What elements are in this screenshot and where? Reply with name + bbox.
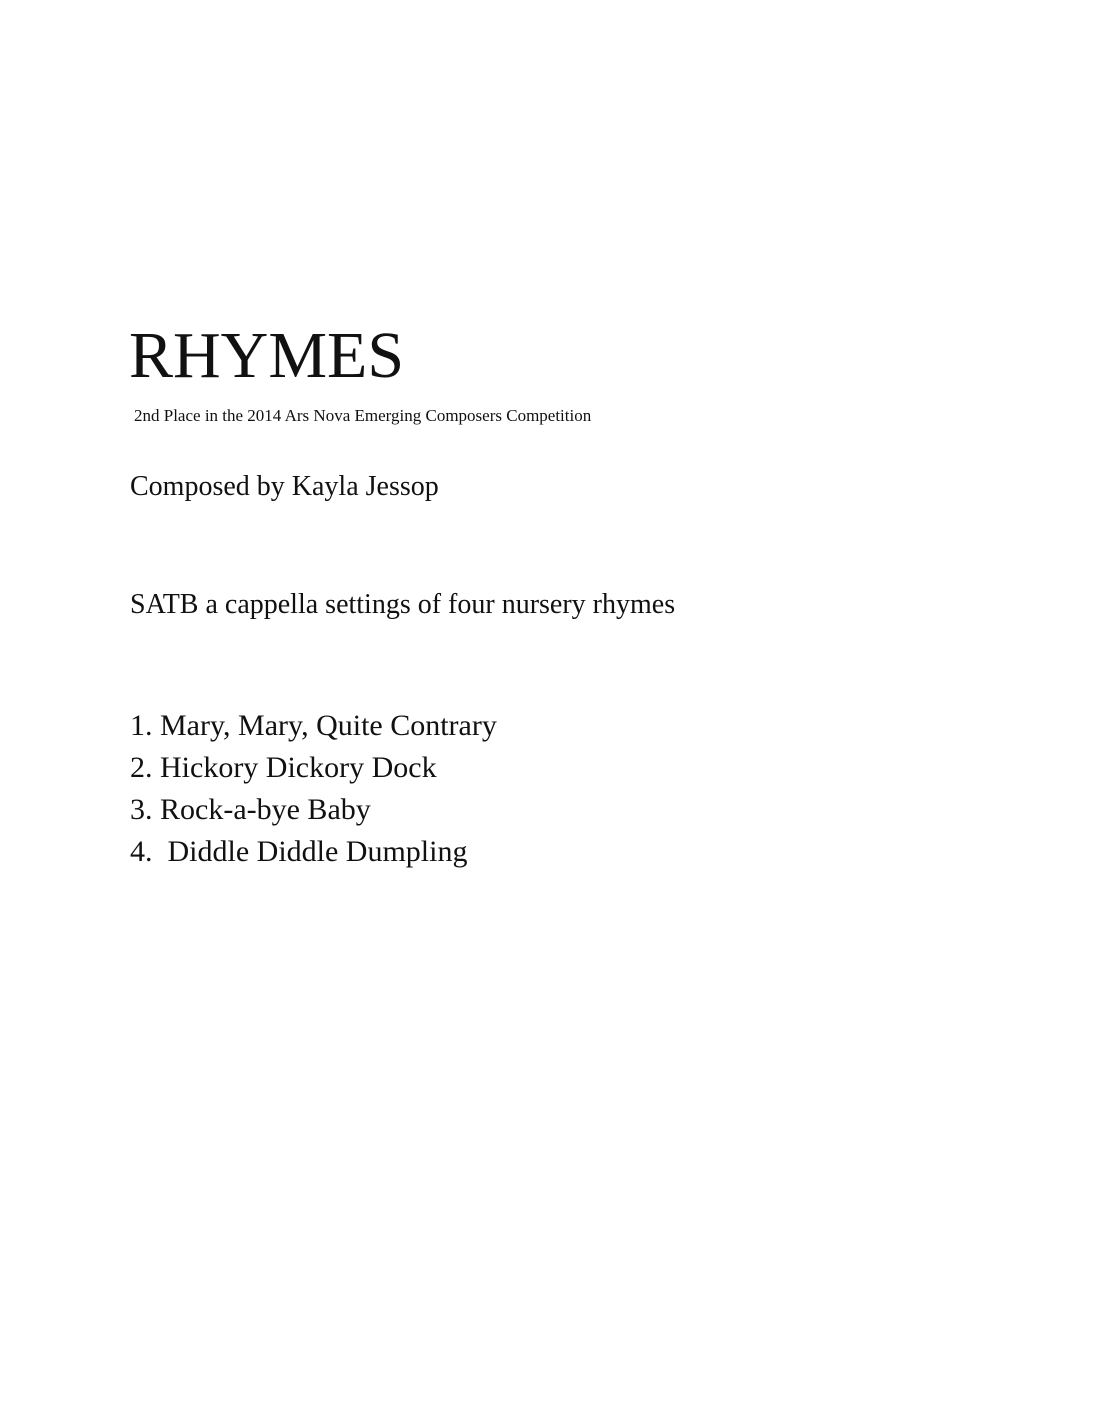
movement-item-3: 3. Rock-a-bye Baby: [130, 793, 371, 826]
page-title: RHYMES: [129, 319, 405, 392]
composer-credit: Composed by Kayla Jessop: [130, 471, 439, 502]
movement-item-1: 1. Mary, Mary, Quite Contrary: [130, 709, 497, 742]
award-subtitle: 2nd Place in the 2014 Ars Nova Emerging Composers Competition: [134, 406, 592, 425]
work-description: SATB a cappella settings of four nursery rhymes: [130, 589, 676, 620]
movement-item-2: 2. Hickory Dickory Dock: [130, 751, 437, 784]
movement-item-4: 4. Diddle Diddle Dumpling: [130, 835, 468, 868]
movement-list: [130, 705, 497, 873]
